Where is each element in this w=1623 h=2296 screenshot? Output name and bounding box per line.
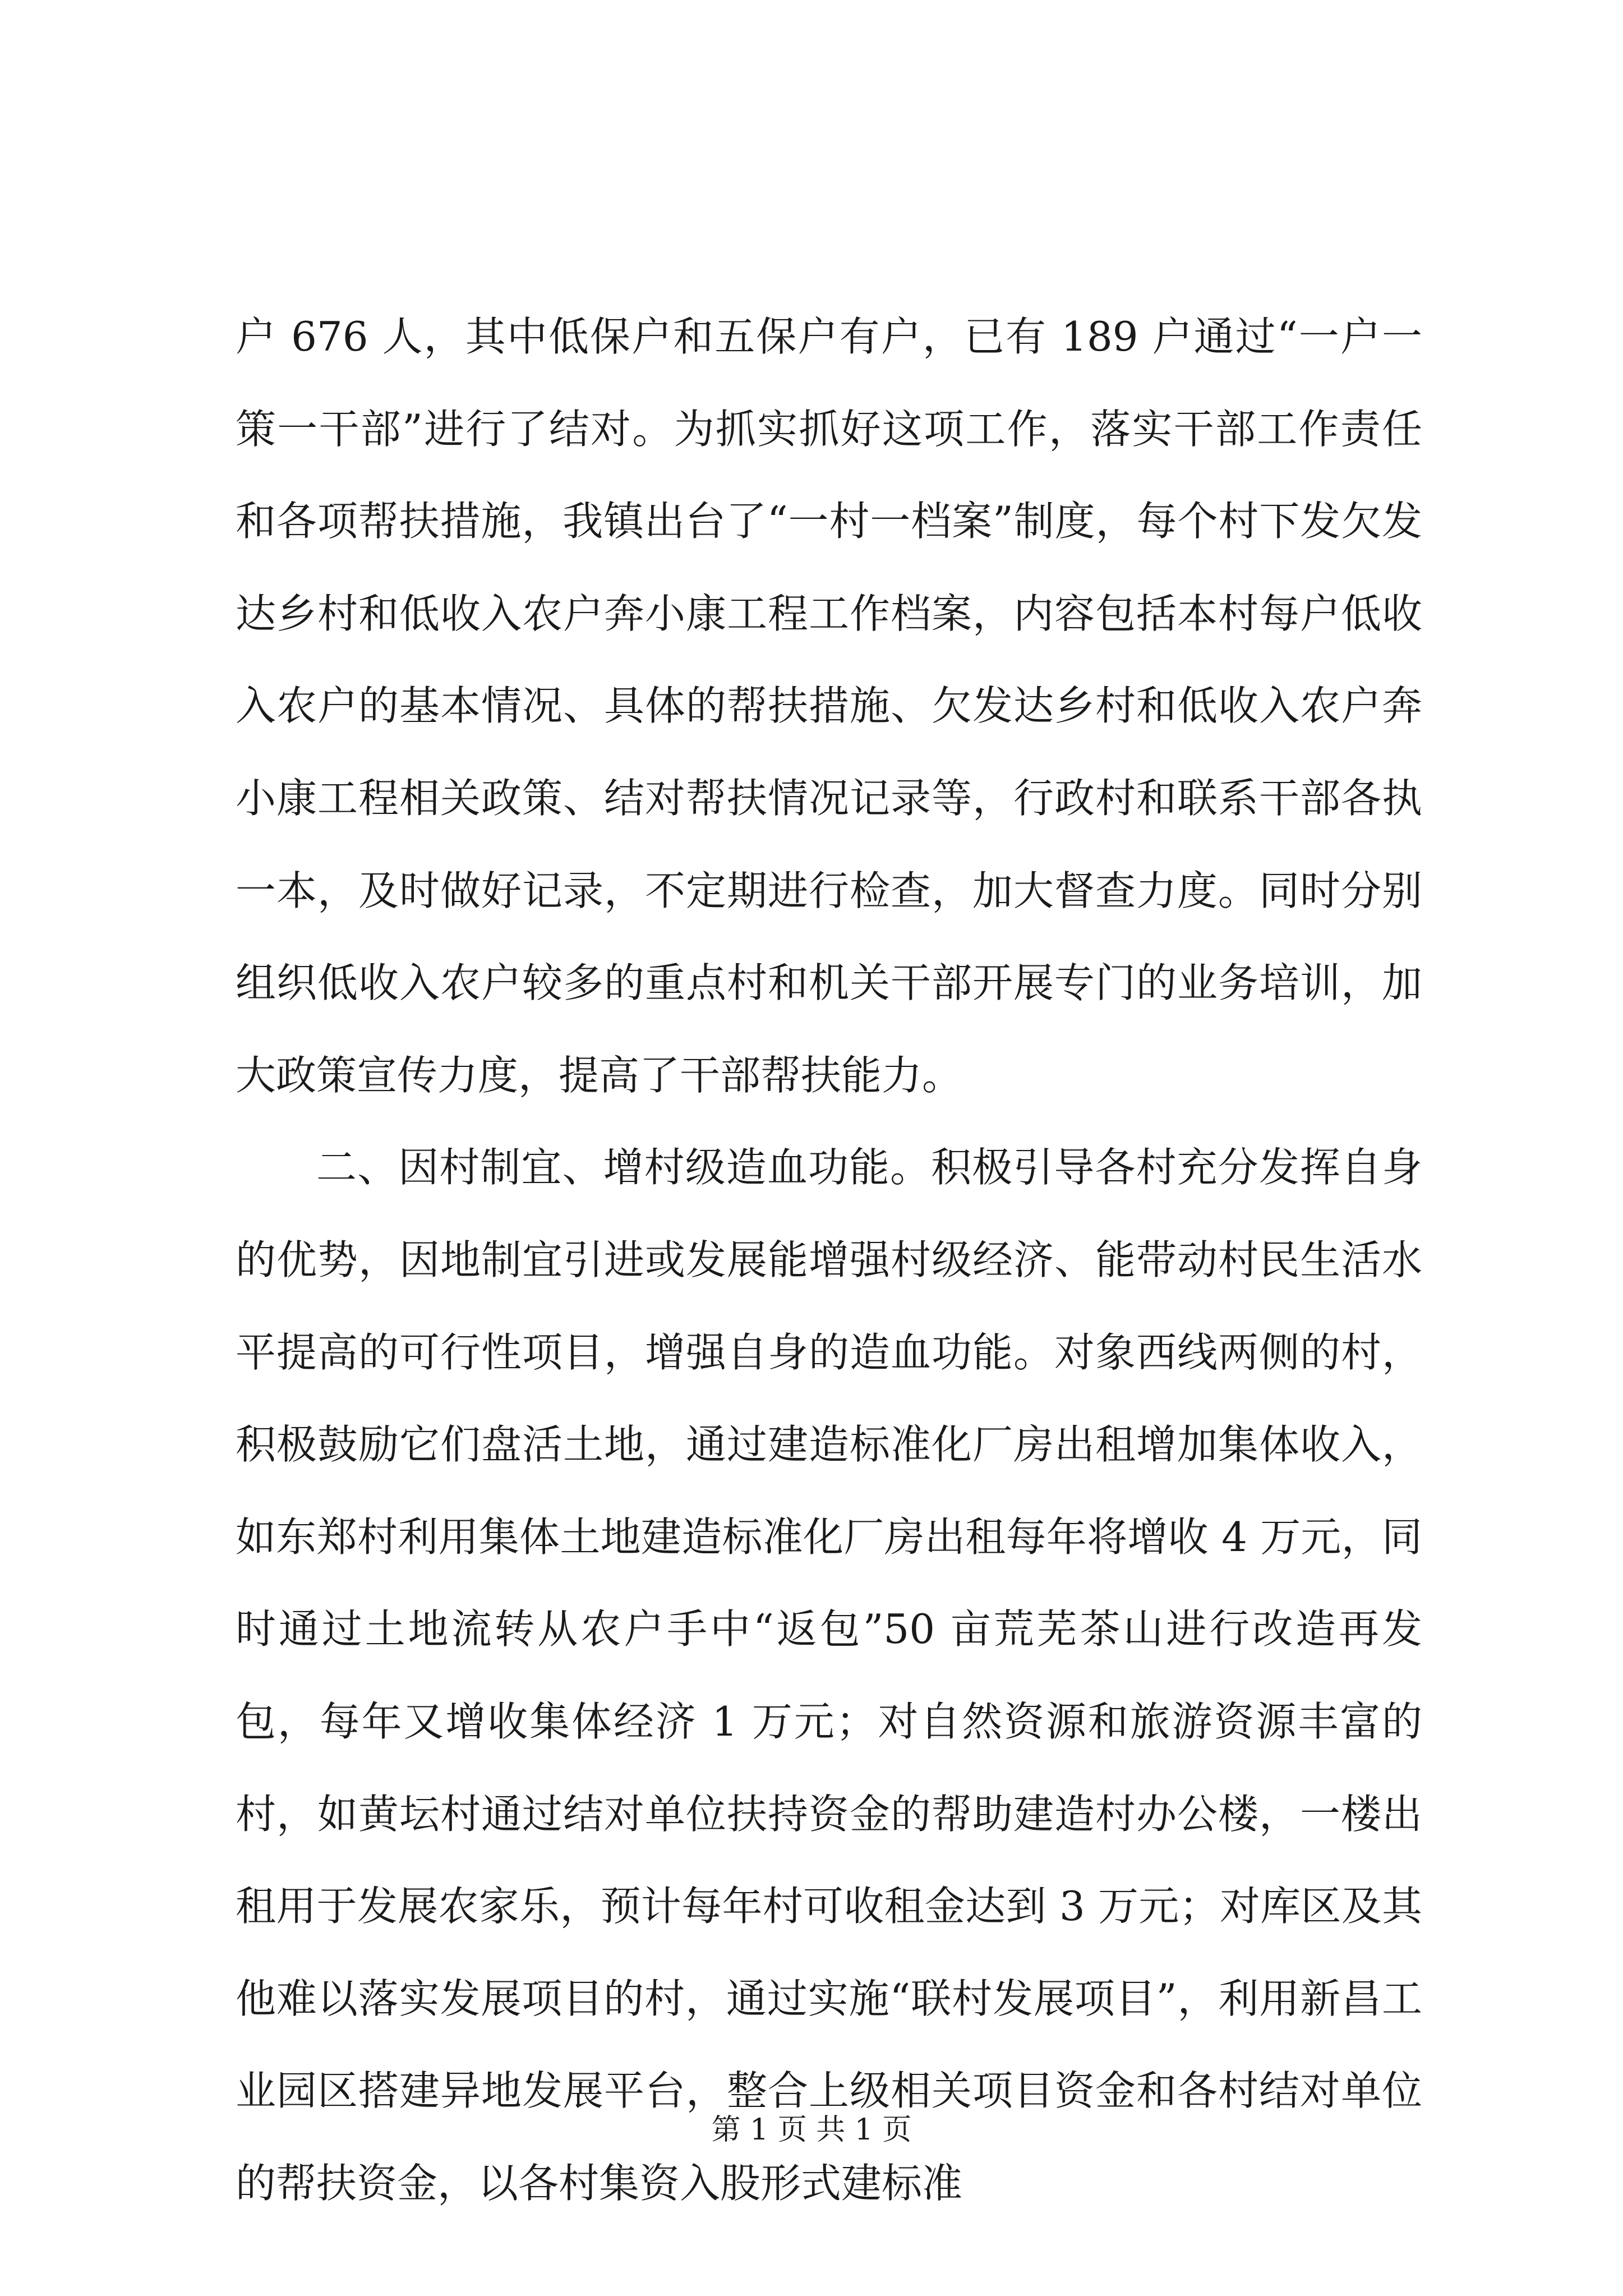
page-footer: 第 1 页 共 1 页 xyxy=(711,2113,912,2147)
paragraph-section-two: 二、因村制宜、增村级造血功能。积极引导各村充分发挥自身的优势，因地制宜引进或发展能增强村级经济、能带动村民生活水平提高的可行性项目，增强自身的造血功能。对象西线两侧的村，积极鼓励它们盘活土地，通过建造标准化厂房出租增加集体收入，如东郑村利用集体土地建造标准化厂房出租每年将增收 4 万元，同时通过土地流转从农户手中“返包”50 亩荒芜茶山进行改造再发包，每年又增收集体经济 1 万元；对自然资源和旅游资源丰富的村，如黄坛村通过结对单位扶持资金的帮助建造村办公楼，一楼出租用于发展农家乐，预计每年村可收租金达到 3 万元；对库区及其他难以落实发展项目的村，通过实施“联村发展项目”，利用新昌工业园区搭建异地发展平台，整合上级相关项目资金和各村结对单位的帮扶资金，以各村集资入股形式建标准 xyxy=(236,1144,1422,2207)
document-body xyxy=(236,291,1422,2229)
paragraph-continuation: 户 676 人，其中低保户和五保户有户，已有 189 户通过“一户一策一干部”进行了结对。为抓实抓好这项工作，落实干部工作责任和各项帮扶措施，我镇出台了“一村一档案”制度，每个村下发欠发达乡村和低收入农户奔小康工程工作档案，内容包括本村每户低收入农户的基本情况、具体的帮扶措施、欠发达乡村和低收入农户奔小康工程相关政策、结对帮扶情况记录等，行政村和联系干部各执一本，及时做好记录，不定期进行检查，加大督查力度。同时分别组织低收入农户较多的重点村和机关干部开展专门的业务培训，加大政策宣传力度，提高了干部帮扶能力。 xyxy=(236,313,1422,1099)
